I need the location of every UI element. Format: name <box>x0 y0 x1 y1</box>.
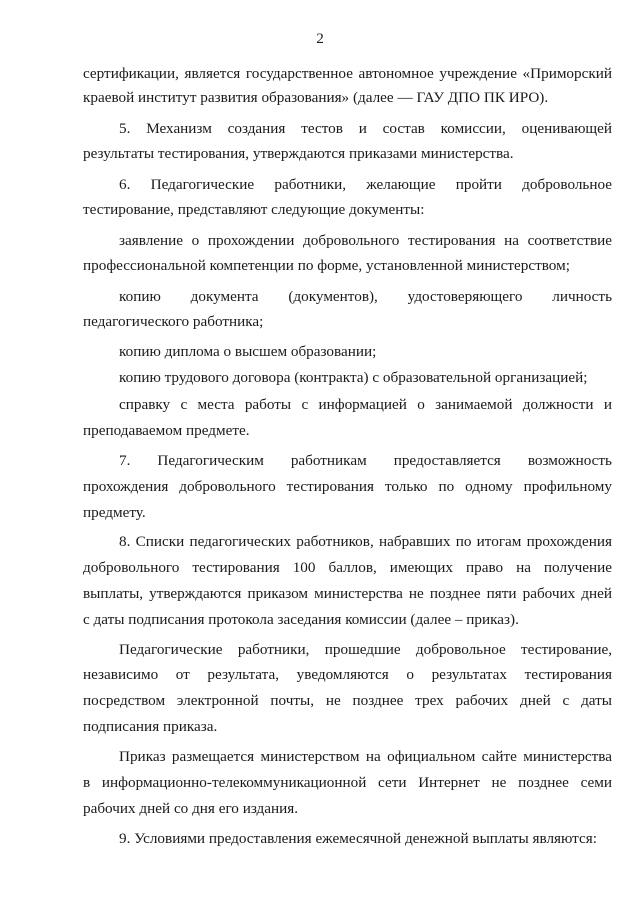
text-line: 9. Условиями предоставления ежемесячной денежной выплаты являются: <box>119 830 597 847</box>
text-line: копию трудового договора (контракта) с образовательной организацией; <box>119 369 588 386</box>
text-line: справку с места работы с информацией о занимаемой должности и <box>119 396 612 413</box>
text-line: независимо от результата, уведомляются о результатах тестирования <box>83 666 612 683</box>
text-line: 6. Педагогические работники, желающие пройти добровольное <box>119 176 612 193</box>
text-line: преподаваемом предмете. <box>83 422 250 439</box>
text-line: Приказ размещается министерством на официальном сайте министерства <box>119 748 612 765</box>
text-line: добровольного тестирования 100 баллов, имеющих право на получение <box>83 559 612 576</box>
text-line: 7. Педагогическим работникам предоставляется возможность <box>119 452 612 469</box>
text-line: подписания приказа. <box>83 718 218 735</box>
text-line: предмету. <box>83 504 146 521</box>
text-line: копию диплома о высшем образовании; <box>119 343 377 360</box>
page-number: 2 <box>316 30 324 47</box>
text-line: результаты тестирования, утверждаются приказами министерства. <box>83 145 514 162</box>
text-line: 5. Механизм создания тестов и состав комиссии, оценивающей <box>119 120 612 137</box>
text-line: выплаты, утверждаются приказом министерства не позднее пяти рабочих дней <box>83 585 612 602</box>
text-line: прохождения добровольного тестирования только по одному профильному <box>83 478 612 495</box>
text-line: копию документа (документов), удостоверяющего личность <box>119 288 612 305</box>
text-line: профессиональной компетенции по форме, установленной министерством; <box>83 257 570 274</box>
text-line: педагогического работника; <box>83 313 264 330</box>
text-line: сертификации, является государственное автономное учреждение «Приморский <box>83 65 612 82</box>
text-line: 8. Списки педагогических работников, набравших по итогам прохождения <box>119 533 612 550</box>
text-line: в информационно-телекоммуникационной сети Интернет не позднее семи <box>83 774 612 791</box>
text-line: тестирование, представляют следующие документы: <box>83 201 425 218</box>
text-line: рабочих дней со дня его издания. <box>83 800 299 817</box>
text-line: с даты подписания протокола заседания комиссии (далее – приказ). <box>83 611 519 628</box>
text-line: заявление о прохождении добровольного тестирования на соответствие <box>119 232 612 249</box>
text-line: посредством электронной почты, не позднее трех рабочих дней с даты <box>83 692 612 709</box>
text-line: Педагогические работники, прошедшие добровольное тестирование, <box>119 641 612 658</box>
text-line: краевой институт развития образования» (далее — ГАУ ДПО ПК ИРО). <box>83 89 549 106</box>
